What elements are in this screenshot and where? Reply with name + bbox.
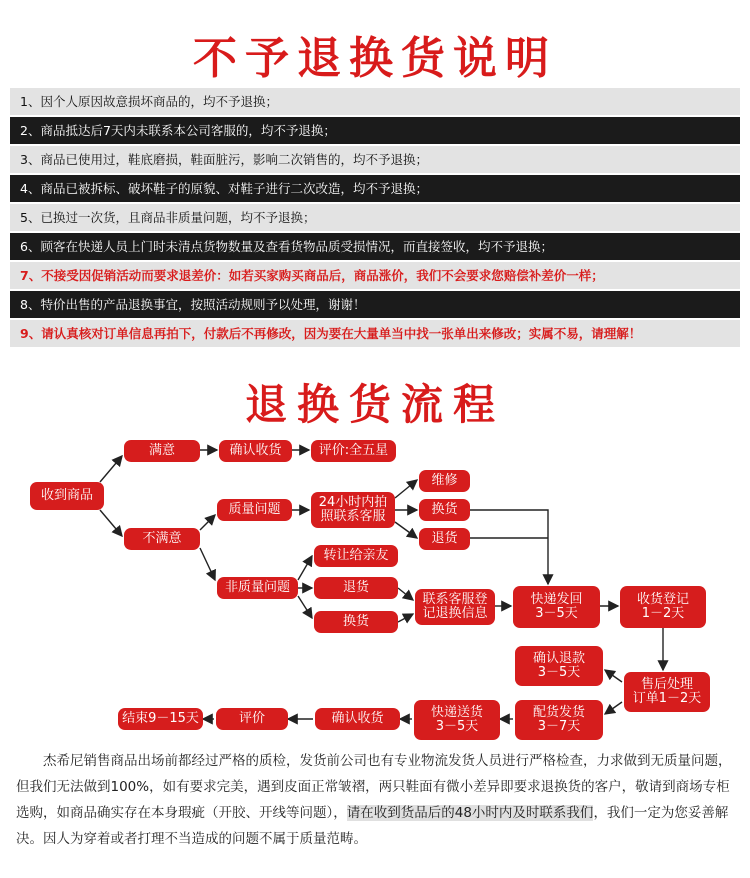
node-deliver-line1: 快递送货 — [430, 705, 483, 720]
node-exchange: 换货 — [419, 499, 470, 521]
node-end: 结束9－15天 — [118, 708, 203, 730]
node-deliver — [414, 700, 500, 740]
rule-item: 4、商品已被拆标、破坏鞋子的原貌、对鞋子进行二次改造，均不予退换； — [10, 175, 740, 202]
node-register-info — [415, 589, 495, 625]
flow-title: 退换货流程 — [244, 380, 505, 429]
node-exchange-2: 换货 — [314, 611, 398, 633]
node-receipt-register-line1: 收货登记 — [636, 592, 689, 607]
rule-item: 7、不接受因促销活动而要求退差价：如若买家购买商品后，商品涨价，我们不会要求您赔偿补差价一样； — [10, 262, 740, 289]
node-contact-24h-line2: 照联系客服 — [320, 509, 386, 524]
node-aftersale-line2: 订单1－2天 — [632, 691, 702, 706]
node-ship-back — [513, 586, 600, 628]
rule-item: 5、已换过一次货，且商品非质量问题，均不予退换； — [10, 204, 740, 231]
node-contact-24h-line1: 24小时内拍 — [318, 495, 388, 510]
node-transfer: 转让给亲友 — [314, 545, 398, 567]
node-receipt-register-line2: 1－2天 — [641, 606, 685, 621]
rule-item: 3、商品已使用过，鞋底磨损，鞋面脏污，影响二次销售的，均不予退换； — [10, 146, 740, 173]
node-repair: 维修 — [419, 470, 470, 492]
node-quality-issue: 质量问题 — [217, 499, 292, 521]
node-confirm-receipt-2: 确认收货 — [315, 708, 400, 730]
node-deliver-line2: 3－5天 — [435, 719, 479, 734]
node-refund: 退货 — [419, 528, 470, 550]
node-register-info-line1: 联系客服登 — [422, 592, 488, 607]
node-receipt-register — [620, 586, 706, 628]
node-receive: 收到商品 — [30, 482, 104, 510]
node-ship-back-line2: 3－5天 — [535, 606, 578, 621]
node-contact-24h — [311, 492, 395, 528]
node-reship-line1: 配货发货 — [532, 705, 585, 720]
footer-text-1: 杰希尼销售商品出场前都经过严格的质检，发货前公司也有专业物流发货人员进行严格检查，力求做到无质量问题，但我们无法做到100%，如有要求完美，遇到皮面正常皱褶，两只鞋面有微小差异即要求退换货的客户，敬请到商场专柜选购，如商品确实存在本身瑕疵（开胶、开线等问题）， — [16, 753, 732, 821]
node-rating: 评价:全五星 — [311, 440, 396, 462]
node-reship-line2: 3－7天 — [537, 719, 581, 734]
footer-highlight: 请在收到货品后的48小时内及时联系我们 — [346, 805, 594, 821]
node-aftersale — [624, 672, 710, 712]
node-non-quality: 非质量问题 — [217, 577, 298, 599]
rule-item: 2、商品抵达后7天内未联系本公司客服的，均不予退换； — [10, 117, 740, 144]
rule-item: 8、特价出售的产品退换事宜，按照活动规则予以处理，谢谢！ — [10, 291, 740, 318]
node-reship — [515, 700, 603, 740]
footer-note — [16, 748, 734, 852]
node-confirm-receipt: 确认收货 — [219, 440, 292, 462]
node-satisfied: 满意 — [124, 440, 200, 462]
rule-item: 9、请认真核对订单信息再拍下，付款后不再修改，因为要在大量单当中找一张单出来修改；实属不易，请理解！ — [10, 320, 740, 347]
rule-item: 1、因个人原因故意损坏商品的，均不予退换； — [10, 88, 740, 115]
node-register-info-line2: 记退换信息 — [422, 606, 488, 621]
node-refund-2: 退货 — [314, 577, 398, 599]
node-review: 评价 — [216, 708, 288, 730]
footer-text-2: ，我们一定为您妥善解决。因人为穿着或者打理不当造成的问题不属于质量范畴。 — [16, 805, 729, 847]
node-confirm-refund-line2: 3－5天 — [537, 665, 581, 680]
flowchart — [0, 430, 750, 740]
node-unsatisfied: 不满意 — [124, 528, 200, 550]
rules-list — [10, 88, 740, 349]
node-confirm-refund-line1: 确认退款 — [532, 651, 585, 666]
rule-item: 6、顾客在快递人员上门时未清点货物数量及查看货物品质受损情况，而直接签收，均不予退换； — [10, 233, 740, 260]
node-aftersale-line1: 售后处理 — [640, 677, 693, 692]
node-ship-back-line1: 快递发回 — [530, 592, 583, 607]
rules-title: 不予退换货说明 — [193, 33, 557, 84]
node-confirm-refund — [515, 646, 603, 686]
